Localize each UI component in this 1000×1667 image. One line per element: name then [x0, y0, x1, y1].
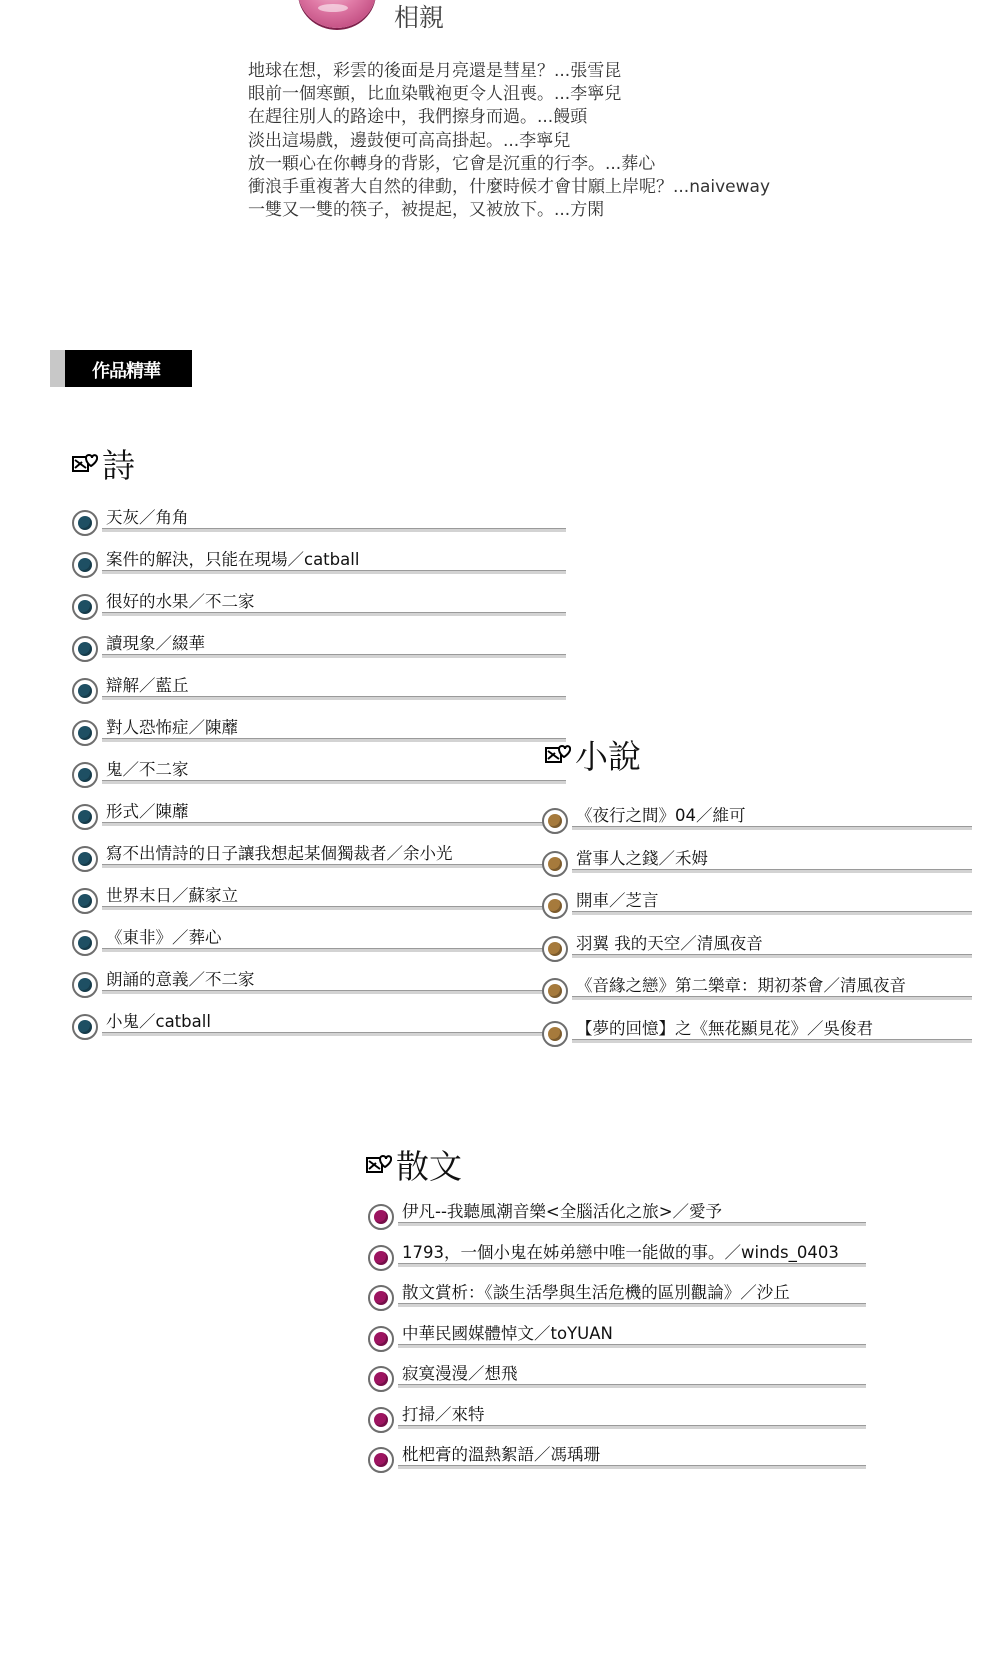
quote-line[interactable]: 一雙又一雙的筷子，被提起，又被放下。...方閑 — [248, 200, 605, 221]
bullet-icon — [72, 552, 98, 578]
essay-link[interactable]: 寂寞漫漫／想飛 — [402, 1364, 518, 1383]
divider — [398, 1303, 866, 1307]
poem-link[interactable]: 寫不出情詩的日子讓我想起某個獨裁者／余小光 — [106, 844, 453, 863]
divider — [102, 864, 566, 868]
bullet-icon — [542, 978, 568, 1004]
poem-link[interactable]: 案件的解決，只能在現場／catball — [106, 550, 360, 569]
novel-link[interactable]: 羽翼 我的天空／清風夜音 — [576, 933, 763, 953]
divider — [398, 1344, 866, 1348]
divider — [398, 1465, 866, 1469]
essay-link[interactable]: 枇杷膏的溫熱絮語／馮瑀珊 — [402, 1445, 600, 1464]
divider — [572, 869, 972, 873]
bullet-icon — [72, 678, 98, 704]
novel-link[interactable]: 《夜行之間》04／維可 — [576, 806, 746, 825]
divider — [102, 1032, 566, 1036]
divider — [102, 906, 566, 910]
divider — [398, 1263, 866, 1267]
feature-title[interactable]: 相親 — [394, 3, 445, 32]
novel-link[interactable]: 開車／芝言 — [576, 891, 659, 910]
bullet-icon — [72, 636, 98, 662]
bullet-icon — [368, 1245, 394, 1271]
essays-heading — [366, 1141, 462, 1188]
bullet-icon — [72, 762, 98, 788]
quote-line[interactable]: 衝浪手重複著大自然的律動，什麼時候才會甘願上岸呢？...naiveway — [248, 177, 771, 198]
divider — [102, 528, 566, 532]
bullet-icon — [72, 594, 98, 620]
divider — [102, 654, 566, 658]
orb-highlight — [318, 4, 348, 12]
quote-line[interactable]: 在趕往別人的路途中，我們擦身而過。...饅頭 — [248, 107, 588, 128]
poem-link[interactable]: 鬼／不二家 — [106, 760, 189, 779]
novel-link[interactable]: 當事人之錢／禾姆 — [576, 848, 708, 868]
divider — [572, 954, 972, 958]
poem-link[interactable]: 朗誦的意義／不二家 — [106, 970, 255, 989]
banner-accent — [50, 350, 65, 387]
poem-link[interactable]: 很好的水果／不二家 — [106, 592, 255, 611]
poem-link[interactable]: 對人恐怖症／陳蘼 — [106, 718, 238, 737]
divider — [102, 612, 566, 616]
essay-link[interactable]: 1793，一個小鬼在姊弟戀中唯一能做的事。／winds_0403 — [402, 1242, 839, 1262]
essay-link[interactable]: 散文賞析：《談生活學與生活危機的區別觀論》／沙丘 — [402, 1283, 790, 1302]
divider — [102, 696, 566, 700]
quote-line[interactable]: 眼前一個寒顫，比血染戰袍更令人沮喪。...李寧兒 — [248, 84, 622, 105]
bullet-icon — [368, 1366, 394, 1392]
divider — [572, 996, 972, 1000]
essay-link[interactable]: 中華民國媒體悼文／toYUAN — [402, 1323, 613, 1343]
divider — [572, 826, 972, 830]
section-banner — [50, 350, 192, 387]
poems-heading — [72, 440, 135, 487]
bullet-icon — [72, 510, 98, 536]
quote-line[interactable]: 淡出這場戲，邊鼓便可高高掛起。...李寧兒 — [248, 130, 571, 151]
bullet-icon — [368, 1204, 394, 1230]
divider — [102, 822, 566, 826]
quote-line[interactable]: 放一顆心在你轉身的背影，它會是沉重的行李。...葬心 — [248, 153, 656, 174]
novel-link[interactable]: 【夢的回憶】之《無花顯見花》／吳俊君 — [576, 1018, 873, 1038]
essays-heading-text: 散文 — [396, 1147, 462, 1186]
divider — [102, 738, 566, 742]
bullet-icon — [72, 972, 98, 998]
essay-link[interactable]: 打掃／來特 — [402, 1404, 485, 1424]
poem-link[interactable]: 天灰／角角 — [106, 508, 189, 527]
quote-list — [248, 60, 770, 222]
bullet-icon — [542, 808, 568, 834]
divider — [398, 1222, 866, 1226]
divider — [572, 1039, 972, 1043]
bullet-icon — [542, 936, 568, 962]
divider — [572, 911, 972, 915]
poem-link[interactable]: 《東非》／葬心 — [106, 928, 222, 947]
bullet-icon — [368, 1407, 394, 1433]
poem-link[interactable]: 形式／陳蘼 — [106, 802, 189, 821]
hand-heart-icon — [545, 744, 571, 766]
section-banner-label: 作品精華 — [92, 361, 160, 382]
bullet-icon — [72, 1014, 98, 1040]
bullet-icon — [72, 888, 98, 914]
poem-link[interactable]: 辯解／藍丘 — [106, 676, 189, 695]
bullet-icon — [72, 846, 98, 872]
bullet-icon — [542, 893, 568, 919]
novels-heading — [545, 731, 641, 778]
divider — [102, 990, 566, 994]
bullet-icon — [368, 1447, 394, 1473]
divider — [398, 1384, 866, 1388]
quote-line[interactable]: 地球在想，彩雲的後面是月亮還是彗星？...張雪昆 — [248, 61, 622, 81]
hand-heart-icon — [72, 453, 98, 475]
poem-link[interactable]: 小鬼／catball — [106, 1012, 211, 1031]
hand-heart-icon — [366, 1154, 392, 1176]
poems-heading-text: 詩 — [102, 446, 135, 485]
bullet-icon — [72, 930, 98, 956]
bullet-icon — [72, 804, 98, 830]
bullet-icon — [542, 1021, 568, 1047]
divider — [102, 780, 566, 784]
divider — [102, 570, 566, 574]
divider — [102, 948, 566, 952]
poem-link[interactable]: 世界末日／蘇家立 — [106, 886, 238, 905]
bullet-icon — [72, 720, 98, 746]
poem-link[interactable]: 讀現象／綴華 — [106, 634, 205, 653]
bullet-icon — [368, 1285, 394, 1311]
bullet-icon — [368, 1326, 394, 1352]
novels-heading-text: 小說 — [575, 737, 641, 776]
divider — [398, 1425, 866, 1429]
novel-link[interactable]: 《音緣之戀》第二樂章：期初茶會／清風夜音 — [576, 976, 906, 995]
bullet-icon — [542, 851, 568, 877]
essay-link[interactable]: 伊凡--我聽風潮音樂<全腦活化之旅>／愛予 — [402, 1202, 723, 1221]
